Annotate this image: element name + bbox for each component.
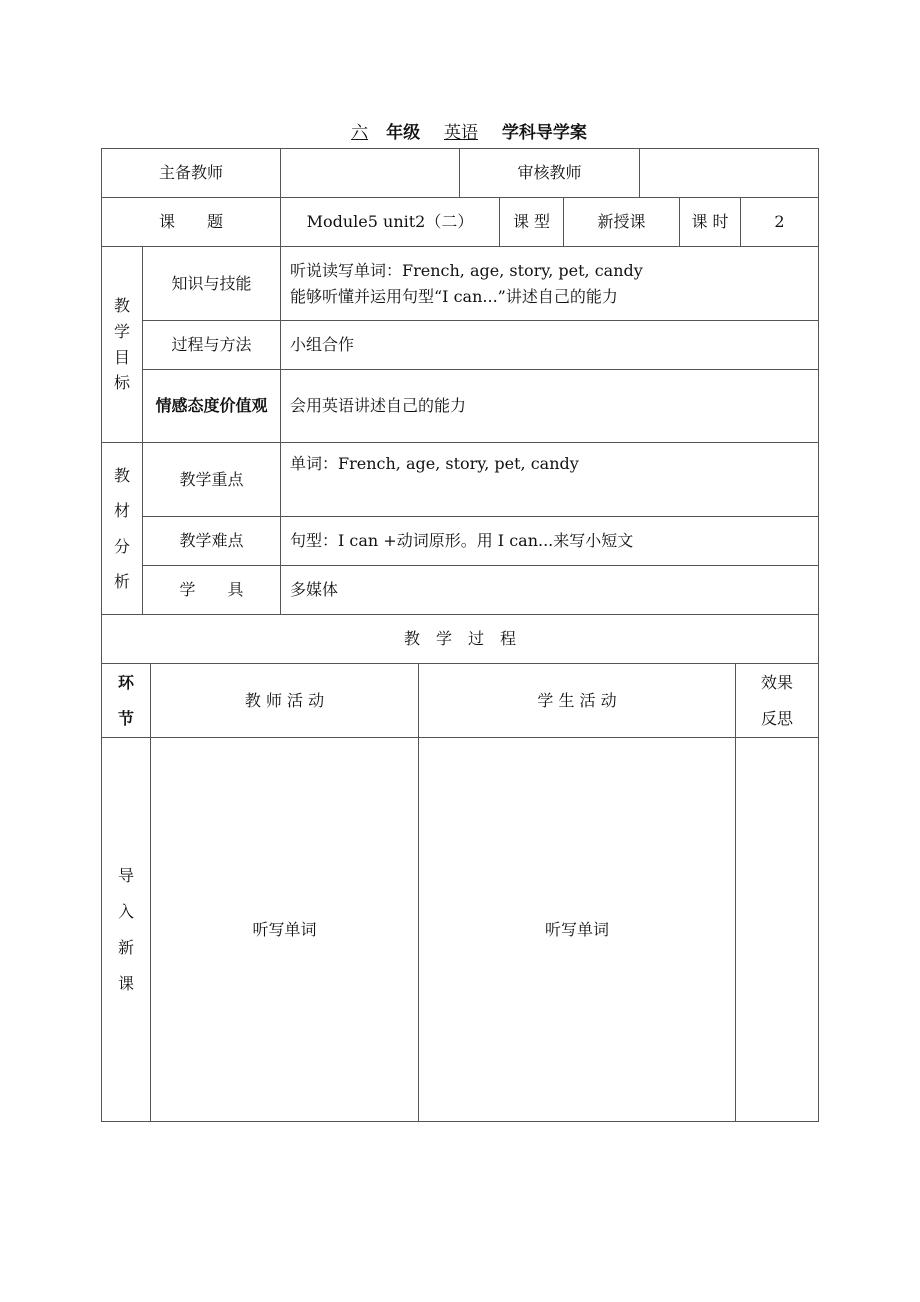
objectives-label: 教学目标 [101,246,143,443]
col-stage: 环节 [101,663,151,738]
col-teacher: 教 师 活 动 [150,663,419,738]
focus-label: 教学重点 [142,442,281,517]
col-reflect: 效果反思 [735,663,819,738]
lead-teacher-label: 主备教师 [101,148,281,198]
stage-cell: 导入新课 [101,737,151,1122]
process-method-value: 小组合作 [280,320,819,370]
col-student: 学 生 活 动 [418,663,736,738]
topic-label: 课 题 [101,197,281,247]
emotion-label: 情感态度价值观 [142,369,281,443]
grade: 六 [351,123,369,143]
process-method-label: 过程与方法 [142,320,281,370]
reflect-cell[interactable] [735,737,819,1122]
grade-label: 年级 [386,123,421,143]
focus-value: 单词：French, age, story, pet, candy [280,442,819,517]
topic-value: Module5 unit2（二） [280,197,500,247]
analysis-label: 教材分析 [101,442,143,615]
lead-teacher-value[interactable] [280,148,460,198]
emotion-value: 会用英语讲述自己的能力 [280,369,819,443]
student-activity-cell: 听写单词 [418,737,736,1122]
tools-value: 多媒体 [280,565,819,615]
document-title [0,118,920,143]
title-suffix: 学科导学案 [501,123,587,143]
type-value: 新授课 [563,197,680,247]
knowledge-line-2: 能够听懂并运用句型“I can...”讲述自己的能力 [290,286,618,306]
tools-label: 学 具 [142,565,281,615]
knowledge-cell [280,246,819,321]
hours-value: 2 [740,197,819,247]
process-title: 教 学 过 程 [101,614,819,664]
hours-label: 课 时 [679,197,741,247]
subject: 英语 [444,123,478,143]
reviewer-value[interactable] [639,148,819,198]
difficulty-value: 句型：I can +动词原形。用 I can...来写小短文 [280,516,819,566]
type-label: 课 型 [499,197,564,247]
difficulty-label: 教学难点 [142,516,281,566]
reviewer-label: 审核教师 [459,148,640,198]
knowledge-line-1: 听说读写单词：French, age, story, pet, candy [290,260,643,280]
knowledge-label: 知识与技能 [142,246,281,321]
teacher-activity-cell: 听写单词 [150,737,419,1122]
